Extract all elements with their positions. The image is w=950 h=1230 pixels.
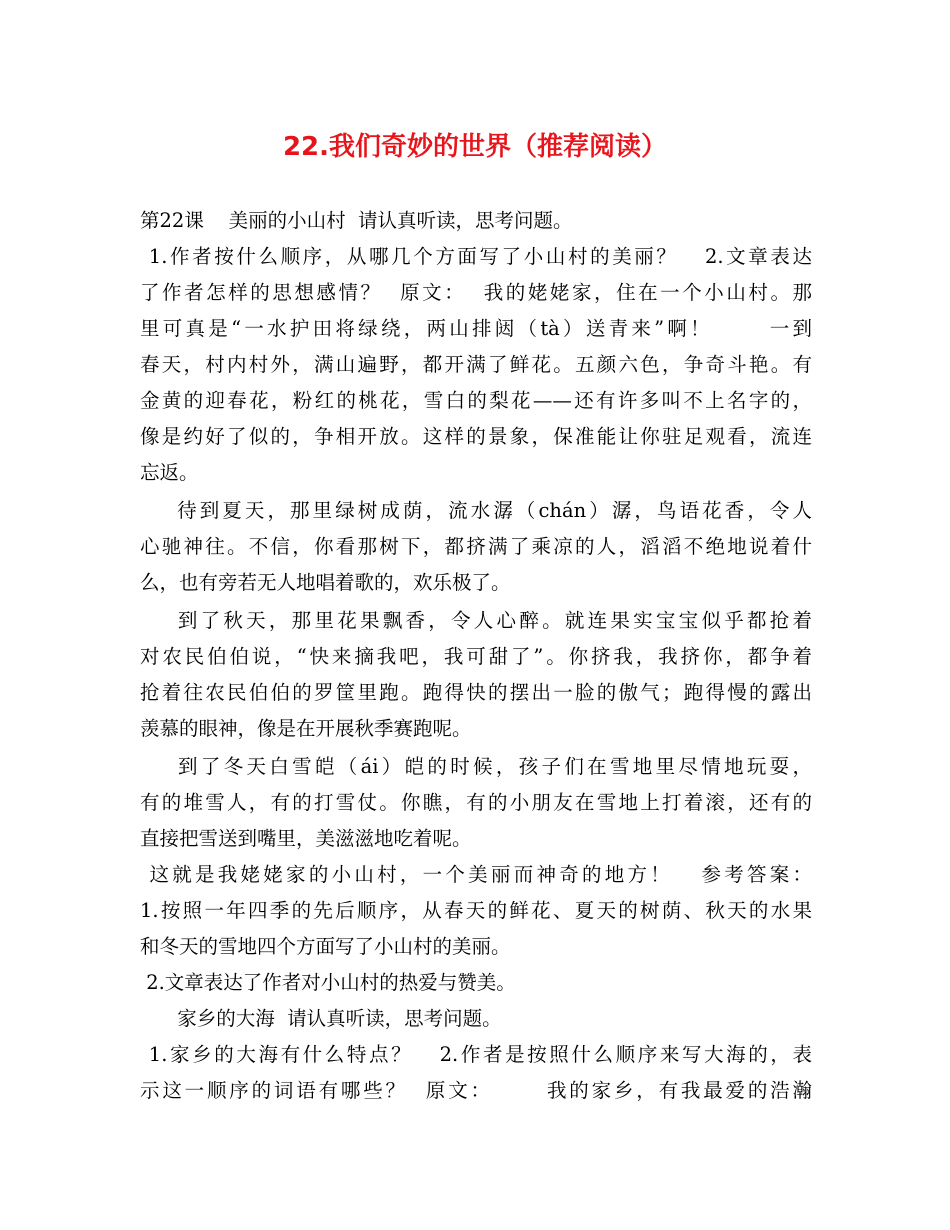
text-line: 羡慕的眼神，像是在开展秋季赛跑呢。 bbox=[140, 717, 472, 740]
text-line: 像是约好了似的，争相开放。这样的景象，保准能让你驻足观看，流连 bbox=[140, 425, 812, 448]
text-line: 直接把雪送到嘴里，美滋滋地吃着呢。 bbox=[140, 827, 472, 850]
text-line: 示这一顺序的词语有哪些？ 原文： 我的家乡，有我最爱的浩瀚 bbox=[140, 1079, 812, 1102]
text-line: 到了秋天，那里花果飘香，令人心醉。就连果实宝宝似乎都抢着 bbox=[140, 609, 812, 632]
text-line: 和冬天的雪地四个方面写了小山村的美丽。 bbox=[140, 935, 511, 958]
text-line: 里可真是“一水护田将绿绕，两山排闼（tà）送青来”啊！ 一到 bbox=[140, 317, 812, 340]
text-line: 么，也有旁若无人地唱着歌的，欢乐极了。 bbox=[140, 571, 511, 594]
text-line: 了作者怎样的思想感情？ 原文： 我的姥姥家，住在一个小山村。那 bbox=[140, 281, 812, 304]
text-line: 春天，村内村外，满山遍野，都开满了鲜花。五颜六色，争奇斗艳。有 bbox=[140, 353, 812, 376]
text-line: 抢着往农民伯伯的罗筐里跑。跑得快的摆出一脸的傲气；跑得慢的露出 bbox=[140, 681, 812, 704]
text-line: 第22课 美丽的小山村 请认真听读，思考问题。 bbox=[140, 209, 573, 232]
text-line: 到了冬天白雪皑（ái）皑的时候，孩子们在雪地里尽情地玩耍， bbox=[140, 755, 812, 778]
text-line: 忘返。 bbox=[140, 461, 199, 484]
text-line: 心驰神往。不信，你看那树下，都挤满了乘凉的人，滔滔不绝地说着什 bbox=[140, 535, 812, 558]
text-line: 对农民伯伯说，“快来摘我吧，我可甜了”。你挤我，我挤你，都争着 bbox=[140, 645, 812, 668]
text-line: 待到夏天，那里绿树成荫，流水潺（chán）潺，鸟语花香，令人 bbox=[140, 499, 812, 522]
text-line: 2.文章表达了作者对小山村的热爱与赞美。 bbox=[140, 971, 516, 994]
document-body bbox=[140, 203, 812, 1109]
text-line: 金黄的迎春花，粉红的桃花，雪白的梨花——还有许多叫不上名字的， bbox=[140, 389, 812, 412]
document-title: 22.我们奇妙的世界（推荐阅读） bbox=[282, 132, 668, 162]
text-line: 家乡的大海 请认真听读，思考问题。 bbox=[140, 1007, 502, 1030]
text-line: 1.家乡的大海有什么特点？ 2.作者是按照什么顺序来写大海的，表 bbox=[140, 1043, 812, 1066]
text-line: 1.按照一年四季的先后顺序，从春天的鲜花、夏天的树荫、秋天的水果 bbox=[140, 899, 812, 922]
text-line: 有的堆雪人，有的打雪仗。你瞧，有的小朋友在雪地上打着滚，还有的 bbox=[140, 791, 812, 814]
text-line: 这就是我姥姥家的小山村，一个美丽而神奇的地方！ 参考答案： bbox=[140, 863, 812, 886]
text-line: 1.作者按什么顺序，从哪几个方面写了小山村的美丽？ 2.文章表达 bbox=[140, 245, 812, 268]
